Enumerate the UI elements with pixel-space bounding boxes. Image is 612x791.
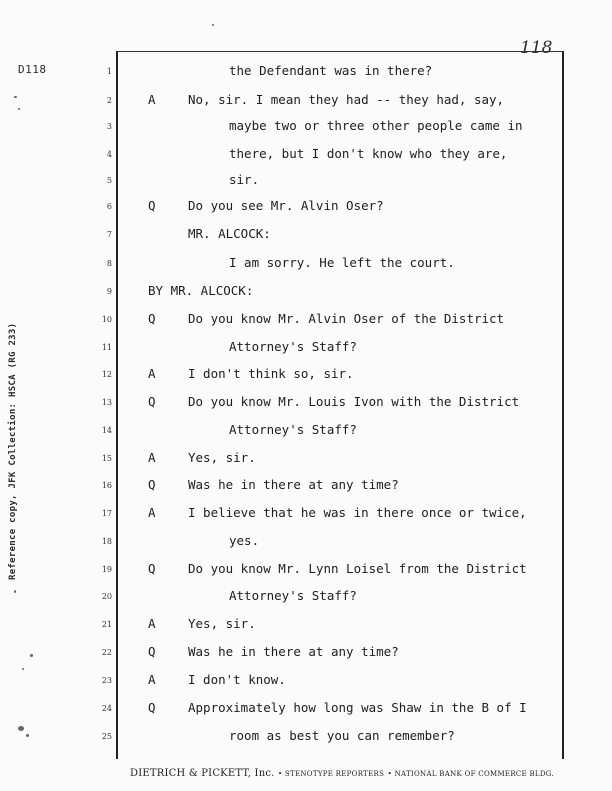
transcript-line — [0, 92, 612, 112]
speaker-label: A — [148, 450, 156, 465]
line-text: Do you know Mr. Alvin Oser of the District — [188, 311, 505, 326]
transcript-line — [0, 700, 612, 720]
line-number: 24 — [101, 704, 112, 713]
transcript-line — [0, 533, 612, 553]
line-number: 9 — [106, 287, 112, 296]
document-id: D118 — [18, 63, 47, 76]
transcript-line — [0, 505, 612, 525]
transcript-line — [0, 172, 612, 192]
line-number: 7 — [106, 230, 112, 239]
speaker-label: Q — [148, 700, 156, 715]
line-number: 12 — [101, 370, 112, 379]
scan-speck — [14, 96, 17, 98]
speaker-label: A — [148, 505, 156, 520]
scan-speck — [22, 668, 24, 670]
transcript-line — [0, 644, 612, 664]
line-text: room as best you can remember? — [229, 728, 455, 743]
line-number: 1 — [106, 67, 112, 76]
speaker-label: Q — [148, 394, 156, 409]
transcript-line — [0, 422, 612, 442]
scan-speck — [26, 734, 29, 737]
line-text: I don't know. — [188, 672, 286, 687]
scan-speck — [18, 108, 20, 110]
transcript-line — [0, 283, 612, 303]
speaker-label: A — [148, 366, 156, 381]
scan-speck — [212, 24, 214, 26]
footer — [130, 768, 554, 779]
line-number: 19 — [101, 565, 112, 574]
line-number: 4 — [106, 150, 112, 159]
transcript-line — [0, 255, 612, 275]
line-number: 17 — [101, 509, 112, 518]
transcript-line — [0, 394, 612, 414]
line-text: Yes, sir. — [188, 450, 256, 465]
line-number: 25 — [101, 732, 112, 741]
line-number: 8 — [106, 259, 112, 268]
transcript-line — [0, 118, 612, 138]
transcript-line — [0, 616, 612, 636]
line-number: 23 — [101, 676, 112, 685]
line-text: the Defendant was in there? — [229, 63, 433, 78]
transcript-line — [0, 311, 612, 331]
scan-speck — [18, 726, 24, 731]
line-number: 21 — [101, 620, 112, 629]
line-text: sir. — [229, 172, 260, 187]
scan-speck — [30, 654, 33, 657]
line-text: there, but I don't know who they are, — [229, 146, 508, 161]
line-text: Attorney's Staff? — [229, 422, 357, 437]
line-text: MR. ALCOCK: — [188, 226, 271, 241]
speaker-label: Q — [148, 561, 156, 576]
speaker-label: Q — [148, 644, 156, 659]
speaker-label: Q — [148, 198, 156, 213]
line-number: 15 — [101, 454, 112, 463]
transcript-line — [0, 561, 612, 581]
footer-sep-2: • — [387, 770, 395, 778]
transcript-line — [0, 672, 612, 692]
line-text: BY MR. ALCOCK: — [148, 283, 254, 298]
transcript-line — [0, 226, 612, 246]
line-text: Do you know Mr. Louis Ivon with the District — [188, 394, 520, 409]
page-number: 118 — [520, 38, 553, 58]
line-number: 18 — [101, 537, 112, 546]
line-number: 10 — [101, 315, 112, 324]
transcript-line — [0, 198, 612, 218]
line-text: Yes, sir. — [188, 616, 256, 631]
line-text: I don't think so, sir. — [188, 366, 354, 381]
speaker-label: A — [148, 616, 156, 631]
line-text: Attorney's Staff? — [229, 588, 357, 603]
line-text: Was he in there at any time? — [188, 477, 399, 492]
line-text: Do you see Mr. Alvin Oser? — [188, 198, 384, 213]
line-number: 2 — [106, 96, 112, 105]
footer-address: NATIONAL BANK OF COMMERCE BLDG. — [394, 770, 554, 778]
line-number: 5 — [106, 176, 112, 185]
line-number: 16 — [101, 481, 112, 490]
line-number: 22 — [101, 648, 112, 657]
line-text: maybe two or three other people came in — [229, 118, 523, 133]
transcript-line — [0, 450, 612, 470]
transcript-line — [0, 146, 612, 166]
footer-sep-1: • — [277, 770, 285, 778]
line-number: 20 — [101, 592, 112, 601]
line-number: 13 — [101, 398, 112, 407]
speaker-label: A — [148, 92, 156, 107]
line-text: I am sorry. He left the court. — [229, 255, 455, 270]
line-text: Was he in there at any time? — [188, 644, 399, 659]
line-number: 14 — [101, 426, 112, 435]
transcript-line — [0, 477, 612, 497]
line-number: 11 — [101, 343, 112, 352]
line-number: 6 — [106, 202, 112, 211]
speaker-label: A — [148, 672, 156, 687]
footer-company: DIETRICH & PICKETT, Inc. — [130, 768, 275, 779]
line-text: I believe that he was in there once or twice, — [188, 505, 527, 520]
transcript-line — [0, 63, 612, 83]
footer-services: STENOTYPE REPORTERS — [284, 770, 385, 778]
line-text: No, sir. I mean they had -- they had, say, — [188, 92, 505, 107]
transcript-line — [0, 366, 612, 386]
transcript-line — [0, 728, 612, 748]
side-note: Reference copy, JFK Collection: HSCA (RG 233) — [8, 322, 18, 580]
line-text: Attorney's Staff? — [229, 339, 357, 354]
speaker-label: Q — [148, 311, 156, 326]
speaker-label: Q — [148, 477, 156, 492]
scan-speck — [14, 590, 16, 593]
line-text: Do you know Mr. Lynn Loisel from the District — [188, 561, 527, 576]
transcript-line — [0, 339, 612, 359]
line-text: Approximately how long was Shaw in the B of I — [188, 700, 527, 715]
line-text: yes. — [229, 533, 260, 548]
transcript-line — [0, 588, 612, 608]
line-number: 3 — [106, 122, 112, 131]
